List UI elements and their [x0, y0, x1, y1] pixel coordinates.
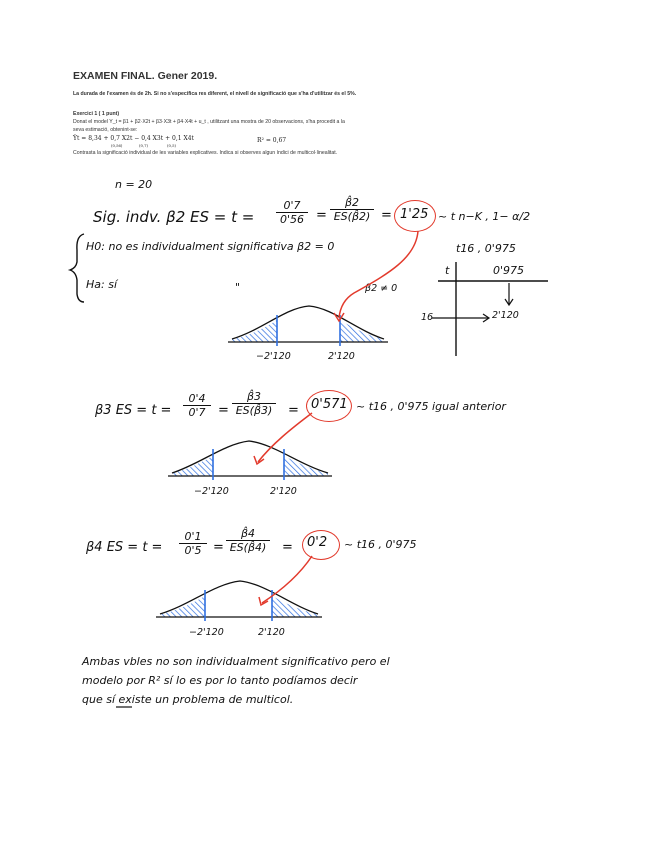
b3-estimator-fraction — [232, 390, 276, 417]
b2-estimator-fraction — [330, 196, 374, 223]
r-squared: R² = 0,67 — [257, 137, 287, 144]
b2-t-result: 1'25 — [400, 207, 429, 222]
b4-denominator: 0'5 — [184, 544, 202, 557]
conclusion-line-1: Ambas vbles no son individualment significativo pero el — [82, 655, 390, 668]
std-error-b4: (0,5) — [167, 143, 177, 148]
exercise-statement-1: Donat el model Y_t = β1 + β2·X2t + β3·X3t + β4·X4t + u_t , utilitzant una mostra de 20 observacions, s'ha procedit a la — [73, 119, 345, 125]
exam-title: EXAMEN FINAL. Gener 2019. — [73, 70, 218, 82]
b2-equals-2: = — [381, 208, 392, 223]
normal-curve-3 — [156, 581, 322, 621]
exercise-statement-2: seva estimació, obtenint-se: — [73, 127, 138, 133]
b4-estimator: β̂4 — [226, 527, 270, 541]
normal-curve-2 — [168, 441, 332, 480]
b4-numerator: 0'1 — [179, 530, 207, 544]
exam-instructions: La durada de l'examen és de 2h. Si no s'especifica res diferent, el nivell de significació que s'ha d'utilitzar és el 5%. — [73, 91, 357, 97]
b3-equals-2: = — [288, 403, 299, 418]
conclusion-line-3: que sí existe un problema de multicol. — [82, 693, 294, 706]
b3-numerator: 0'4 — [183, 392, 211, 406]
null-hypothesis: H0: no es individualment significativa β2 = 0 — [86, 240, 335, 253]
hypotheses-brace — [70, 234, 84, 302]
b4-t-result: 0'2 — [307, 535, 328, 550]
b3-distribution: ~ t16 , 0'975 igual anterior — [356, 400, 506, 413]
critical-t-label: t16 , 0'975 — [456, 242, 516, 255]
t-table-header-prob: 0'975 — [493, 264, 525, 277]
std-error-b2: (0,56) — [111, 143, 123, 148]
b4-equals-2: = — [282, 540, 293, 555]
b2-test-label: Sig. indv. β2 ES = t = — [93, 208, 255, 226]
b4-test-label: β4 ES = t = — [86, 540, 163, 555]
b4-estimator-fraction — [226, 527, 270, 554]
sample-size-note: n = 20 — [115, 178, 153, 191]
b2-equals: = — [316, 208, 327, 223]
b4-std-error: ES(β̂4) — [229, 541, 267, 554]
b2-std-error: ES(β̂2) — [333, 210, 371, 223]
curve3-pos-critical: 2'120 — [258, 627, 285, 638]
b4-red-arrow — [262, 556, 312, 603]
b2-fraction — [276, 199, 308, 226]
exercise-heading: Exercici 1 ( 1 punt) — [73, 111, 120, 117]
t-table-df: 16 — [421, 312, 434, 323]
std-error-b3: (0,7) — [139, 143, 149, 148]
b4-distribution: ~ t16 , 0'975 — [344, 538, 417, 551]
estimated-model: Ŷt = 8,34 + 0,7 X2t − 0,4 X3t + 0,1 X4t — [73, 135, 194, 142]
b2-red-arrow — [339, 231, 418, 318]
b3-red-arrow — [258, 413, 312, 462]
curve2-pos-critical: 2'120 — [270, 486, 297, 497]
t-table-header-t: t — [445, 264, 450, 277]
b3-std-error: ES(β̂3) — [235, 404, 273, 417]
b3-t-result: 0'571 — [311, 397, 348, 412]
b3-estimator: β̂3 — [232, 390, 276, 404]
curve1-neg-critical: −2'120 — [256, 351, 291, 362]
b2-denominator: 0'56 — [279, 213, 305, 226]
alt-hypothesis: Ha: sí — [86, 278, 118, 291]
b2-estimator: β̂2 — [330, 196, 374, 210]
b4-fraction — [179, 530, 207, 557]
alt-hypothesis-beta: β2 ≠ 0 — [365, 283, 398, 294]
normal-curve-1 — [228, 306, 388, 346]
b3-test-label: β3 ES = t = — [95, 403, 172, 418]
b2-numerator: 0'7 — [276, 199, 308, 213]
b3-denominator: 0'7 — [188, 406, 206, 419]
t-table-value: 2'120 — [492, 310, 519, 321]
b3-fraction — [183, 392, 211, 419]
exercise-question: Contrasta la significació individual de les variables explicatives. Indica si observes algun índici de multicol·linealitat. — [73, 150, 338, 156]
conclusion-line-2: modelo por R² sí lo es por lo tanto podíamos decir — [82, 674, 358, 687]
b2-distribution: ~ t n−K , 1− α/2 — [438, 210, 531, 223]
curve1-pos-critical: 2'120 — [328, 351, 355, 362]
b4-equals: = — [213, 540, 224, 555]
curve2-neg-critical: −2'120 — [194, 486, 229, 497]
curve3-neg-critical: −2'120 — [189, 627, 224, 638]
ditto-mark: " — [235, 281, 241, 294]
b3-equals: = — [218, 403, 229, 418]
